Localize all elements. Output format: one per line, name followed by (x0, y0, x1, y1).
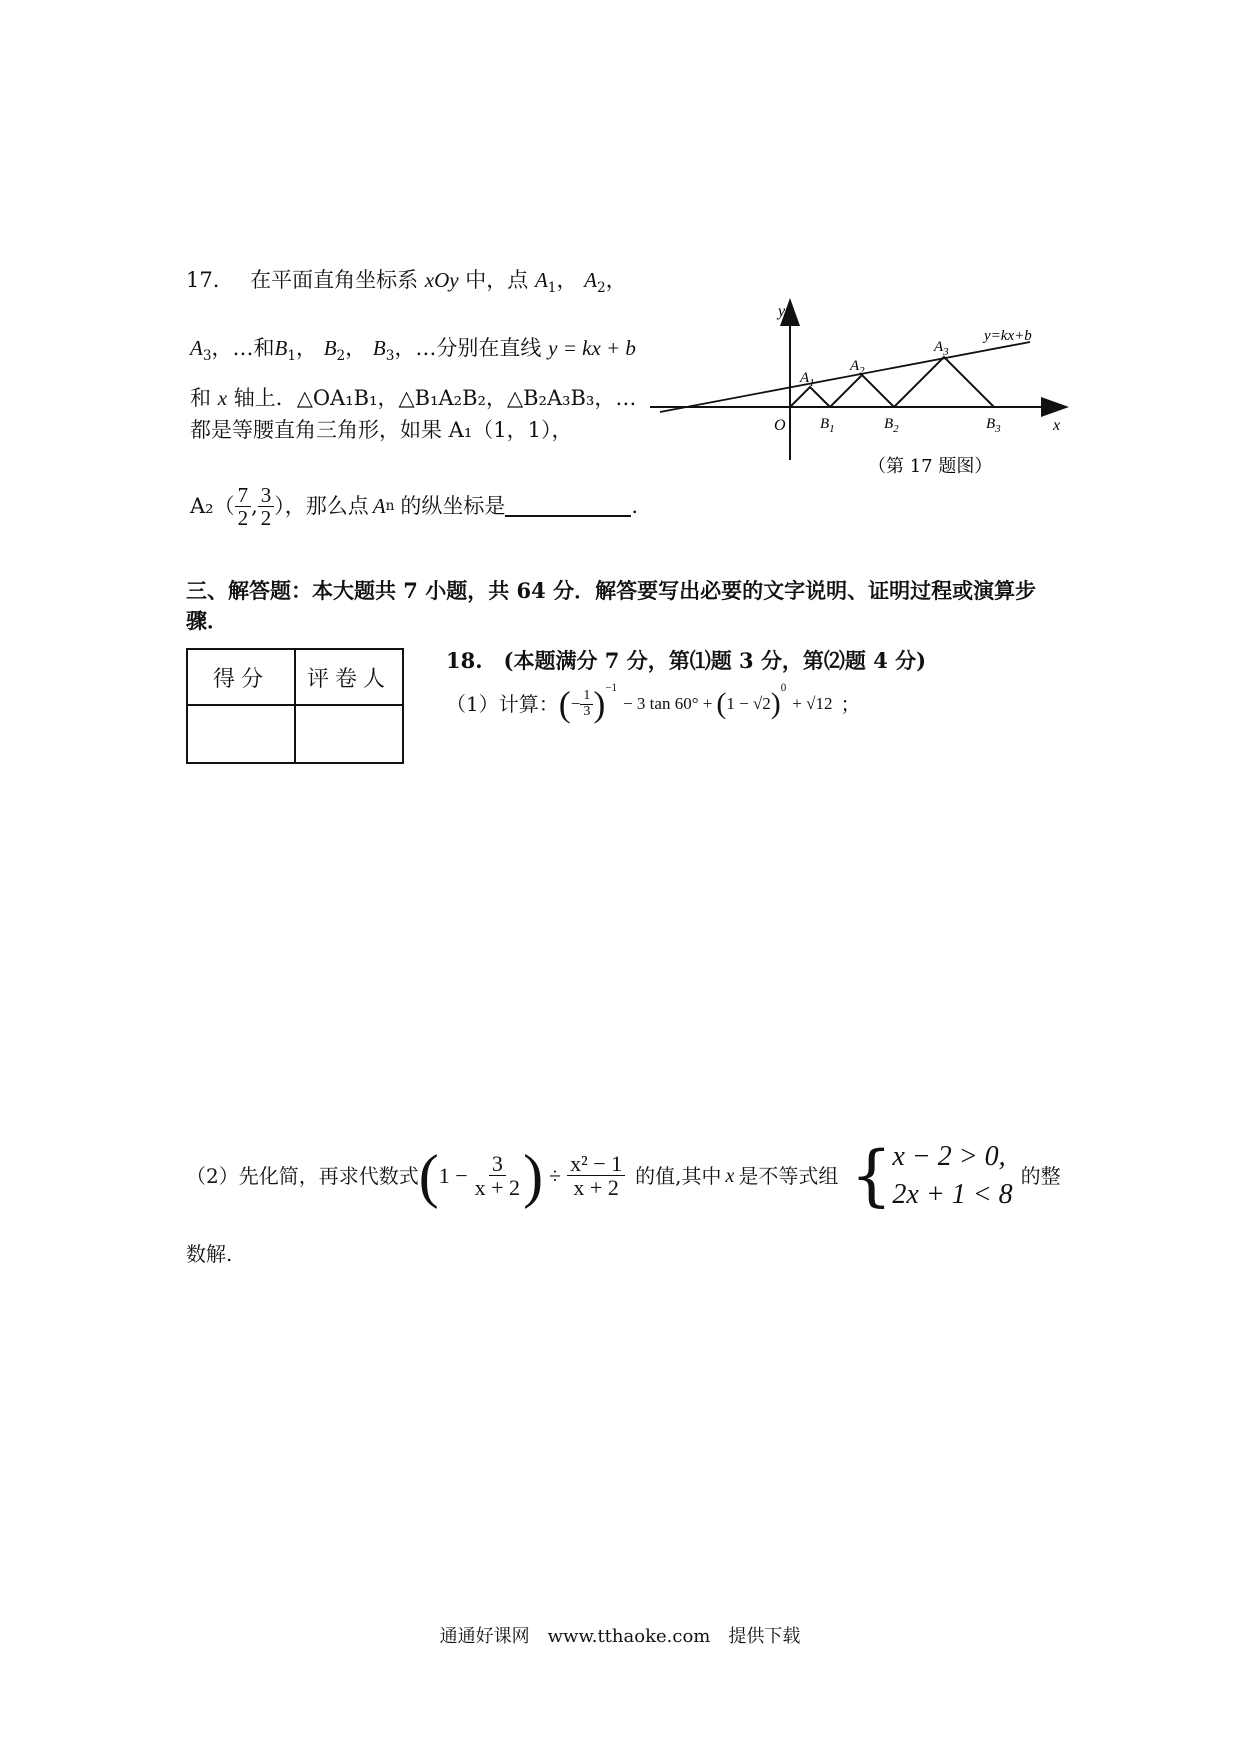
q18-text: 的整 (1020, 1163, 1061, 1188)
q17-text: ），那么点 (274, 493, 369, 518)
q18-part2 (186, 1138, 1061, 1214)
point-label: A (372, 493, 386, 518)
q18-text: 是不等式组 (738, 1163, 839, 1188)
q17-line1: 17. 在平面直角坐标系 xOy 中，点 $A_1$， $A_2$， (186, 268, 627, 297)
q17-text: 在平面直角坐标系 (250, 268, 419, 292)
point-b1-label: $B_1$ (820, 416, 835, 435)
fraction: $\frac{7}{2}$ (235, 484, 252, 529)
subscript: 3 (202, 348, 212, 365)
point-a3-label: $A_3$ (934, 339, 949, 358)
grader-cell[interactable] (295, 705, 403, 763)
q17-line2: $A_3$，…和$B_1$， $B_2$， $B_3$，…分别在直线 y = kx + b (190, 336, 636, 365)
inequality-1: x − 2 > 0, (892, 1141, 1006, 1172)
point-a2-label: $A_2$ (850, 358, 865, 377)
subscript: 1 (547, 280, 557, 297)
q17-line5: A₂（ $\frac{7}{2}$ , $\frac{3}{2}$ ），那么点 A n 的纵坐标是 . (190, 483, 639, 531)
q18-text: 的值,其中 (635, 1163, 722, 1188)
line-label: y=kx+b (984, 328, 1032, 344)
point-label: B (372, 336, 386, 360)
footer-text: 通通好课网 www.tthaoke.com 提供下载 (439, 1626, 801, 1647)
figure-caption: （第 17 题图） (868, 456, 993, 477)
q18-part2-label: （2）先化简，再求代数式 (186, 1163, 419, 1188)
score-cell[interactable] (187, 705, 295, 763)
section3-heading-line1: 三、解答题：本大题共 7 小题，共 64 分．解答要写出必要的文字说明、证明过程或演算步 (186, 578, 1037, 603)
q17-text: . (631, 493, 639, 518)
triangle-oa1b1 (790, 387, 830, 407)
origin-label: O (774, 417, 786, 434)
y-axis-label: y (778, 303, 786, 320)
point-label: B (274, 336, 288, 360)
subscript: 3 (385, 348, 395, 365)
q18-part1 (446, 682, 861, 724)
q18-part2-line2: 数解. (186, 1242, 233, 1266)
line-equation: y = kx + b (548, 336, 636, 360)
fraction: $\frac{3}{2}$ (258, 484, 275, 529)
q18-text: ； (840, 692, 861, 716)
score-table (186, 648, 404, 764)
subscript: 2 (597, 280, 606, 297)
q17-text: 轴上．△OA₁B₁，△B₁A₂B₂，△B₂A₃B₃，… (233, 386, 637, 410)
inequality-2: 2x + 1 < 8 (892, 1178, 1013, 1210)
subscript: 1 (287, 348, 297, 365)
x-axis-label: x (1053, 417, 1061, 434)
q17-text: A₂（ (190, 493, 235, 518)
q17-text: 的纵坐标是 (400, 493, 506, 518)
q17-text: 和 (190, 386, 211, 410)
score-header: 得分 (187, 649, 295, 705)
q18-part1-label: （1）计算： (446, 692, 559, 716)
q17-figure (650, 290, 1070, 480)
inequality-system: { x − 2 > 0, 2x + 1 < 8 (850, 1136, 1013, 1214)
subscript: 2 (336, 348, 346, 365)
point-b3-label: $B_3$ (986, 416, 1001, 435)
point-label: A (584, 268, 597, 292)
q18-part1-expression: ( − $\frac{1}{3}$ ) $^{-1}$ − 3 tan 60° + ( 1 − √2 ) $^0$ + √12 (558, 682, 833, 724)
q17-var: x (217, 386, 228, 410)
q17-line4: 都是等腰直角三角形，如果 A₁（1，1）， (190, 418, 573, 442)
section3-heading-line2: 骤． (186, 608, 228, 633)
q18-title: 18. (本题满分 7 分，第⑴题 3 分，第⑵题 4 分) (446, 648, 927, 673)
point-label: B (323, 336, 337, 360)
q17-line3 (190, 386, 636, 411)
point-a1-label: $A_1$ (800, 370, 815, 389)
q17-text: 中，点 (465, 268, 529, 292)
q17-text: ，…分别在直线 (394, 336, 542, 360)
q17-number: 17. (186, 268, 220, 292)
triangle-b1a2b2 (830, 375, 894, 407)
point-b2-label: $B_2$ (884, 416, 899, 435)
subscript: n (385, 498, 395, 515)
line-kx-b (660, 342, 1030, 412)
q18-var: x (725, 1164, 735, 1187)
answer-blank[interactable] (505, 497, 631, 517)
q17-var: xOy (424, 268, 459, 292)
point-label: A (190, 336, 203, 360)
grader-header: 评卷人 (295, 649, 403, 705)
point-label: A (534, 268, 548, 292)
q18-part2-expression: ( 1 − $\frac{3}{x + 2}$ ) ÷ $\frac{\text{x² − 1}}{x + 2}$ (419, 1146, 625, 1206)
q17-text: ，…和 (211, 336, 275, 360)
